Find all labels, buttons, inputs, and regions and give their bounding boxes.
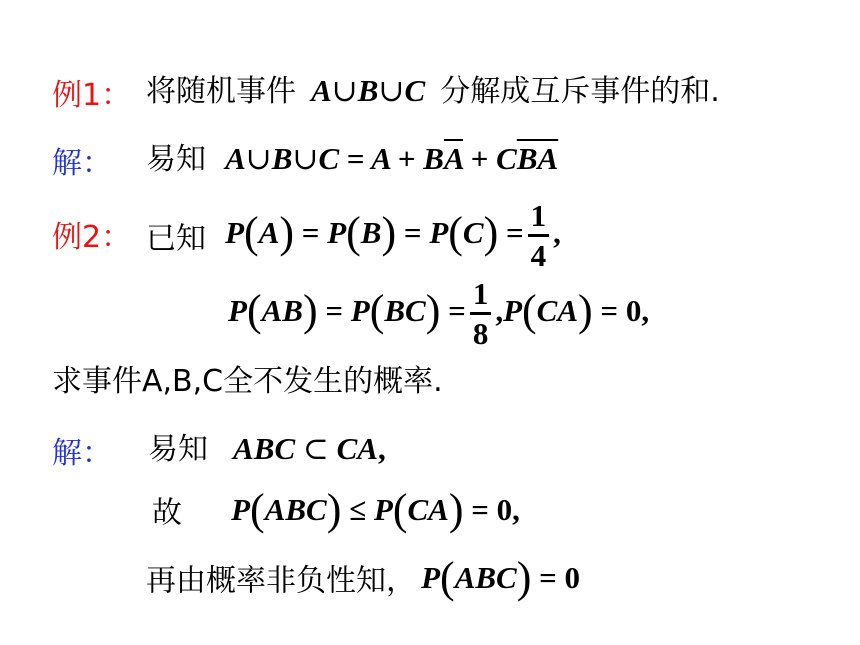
- solution-1-label: 解：: [52, 146, 112, 181]
- example-2-line-1: [146, 200, 561, 271]
- solution-2-line-2-text: 故: [152, 495, 182, 531]
- example-2-formula-1: P(A) = P(B) = P(C) = $\frac{1}{4}$ ,: [225, 198, 561, 273]
- example-1-text-before: 将随机事件: [146, 74, 296, 109]
- solution-1-text: 易知: [146, 142, 206, 177]
- solution-2-line-1: [148, 424, 386, 468]
- solution-2-label: 解：: [52, 436, 112, 471]
- solution-1-formula: A∪B∪C = $A + B\overline{A} + C\overline{B}\overline{A}$: [225, 141, 559, 176]
- example-1-formula: A∪B∪C: [311, 73, 426, 108]
- example-1-label: 例1：: [52, 78, 132, 113]
- fraction-one-quarter: $\frac{1}{4}$: [528, 200, 550, 271]
- solution-2-line-3: [146, 552, 580, 603]
- example-2-line-2: [228, 278, 649, 349]
- example-2-formula-2: P(AB) = P(BC) = $\frac{1}{8}$ ,P(CA) = 0,: [228, 276, 650, 351]
- solution-2-line-1-text: 易知: [148, 432, 208, 467]
- solution-2-line-2-formula: P(ABC) ≤ P(CA) = 0,: [231, 485, 520, 534]
- example-2-text: 已知: [146, 221, 206, 257]
- fraction-one-eighth: $\frac{1}{8}$: [470, 278, 492, 349]
- solution-2-line-1-formula: ABC ⊂ CA,: [233, 431, 386, 466]
- solution-2-line-2: [152, 484, 520, 535]
- example-1-text-after: 分解成互斥事件的和.: [440, 74, 720, 109]
- example-1-statement: [146, 66, 720, 110]
- example-2-question: [52, 356, 443, 400]
- example-2-label: 例2：: [52, 220, 132, 255]
- solution-2-line-3-text: 再由概率非负性知，: [146, 563, 416, 599]
- example-2-question-text: 求事件A,B,C全不发生的概率.: [52, 364, 443, 399]
- solution-2-line-3-formula: P(ABC) = 0: [421, 553, 581, 602]
- solution-1-statement: [146, 134, 558, 178]
